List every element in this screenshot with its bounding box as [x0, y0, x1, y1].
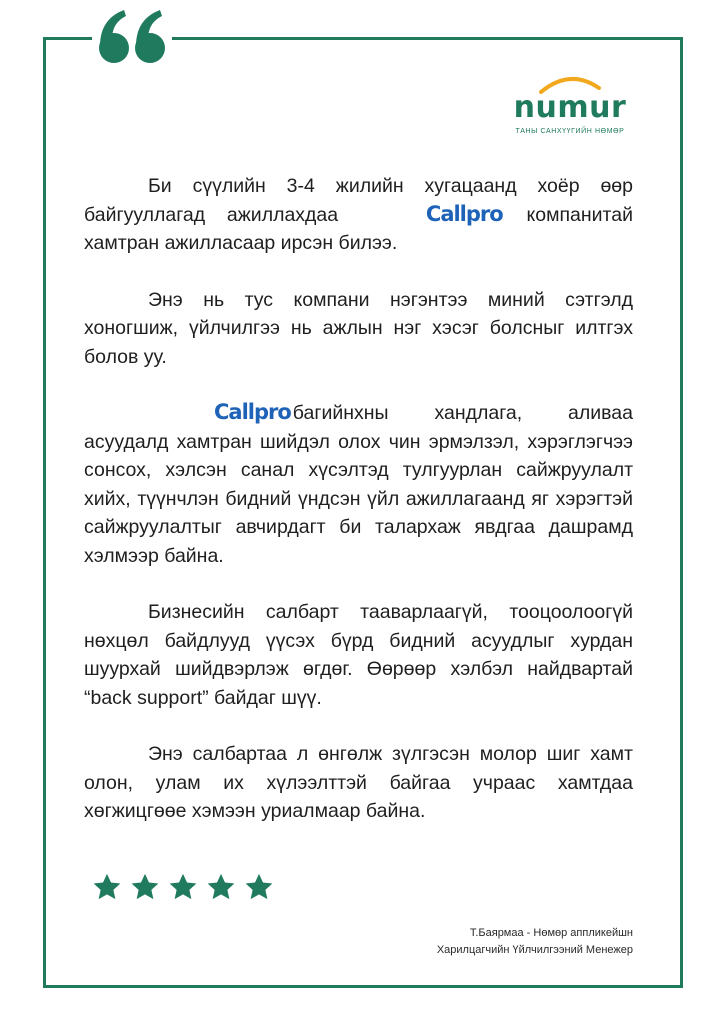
paragraph-2: Энэ нь тус компани нэгэнтээ миний сэтгэлд хоногшиж, үйлчилгээ нь ажлын нэг хэсэг болсныг илтгэх болов уу.: [84, 288, 633, 368]
testimonial-body: [84, 172, 633, 854]
star-rating: [92, 872, 274, 904]
signature-title: Харилцагчийн Үйлчилгээний Менежер: [436, 944, 633, 956]
logo-wordmark: numur: [513, 90, 627, 125]
star-icon: [130, 872, 160, 902]
star-icon: [168, 872, 198, 902]
callpro-brand-logo: Callpro: [214, 400, 291, 424]
star-icon: [244, 872, 274, 902]
numur-logo: [500, 72, 640, 142]
callpro-brand-logo: Callpro: [425, 201, 503, 226]
star-icon: [92, 872, 122, 902]
star-icon: [206, 872, 236, 902]
logo-tagline: ТАНЫ САНХҮҮГИЙН НӨМӨР: [515, 128, 625, 135]
paragraph-5: Энэ салбартаа л өнгөлж зүлгэсэн молор шиг хамт олон, улам их хүлээлттэй байгаа учраас хамтдаа хөгжицгөөе хэмээн уриалмаар байна.: [84, 743, 633, 822]
signature-block: [437, 925, 633, 959]
paragraph-3: Callpro багийнхны хандлага, аливаа асуудалд хамтран шийдэл олох чин эрмэлзэл, хэрэглэгчээ сонсох, хэлсэн санал хүсэлтэд тулгуурлан сайжруулалт хийх, түүнчлэн бидний үндсэн үйл ажиллагаанд яг хэрэгтэй сайжруулалтыг авчирдагт би талархаж явдгаа дашрамд хэлмээр байна.: [84, 400, 633, 567]
paragraph-1: Би сүүлийн 3-4 жилийн хугацаанд хоёр өөр байгууллагад ажиллахдаа Callpro компанитай хамтран ажилласаар ирсэн билээ.: [84, 175, 634, 254]
paragraph-4: Бизнесийн салбарт тааварлаагүй, тооцоолоогүй нөхцөл байдлууд үүсэх бүрд бидний асуудлыг хурдан шуурхай шийдвэрлэж өгдөг. Өөрөөр хэлбэл найдвартай “back support” байдаг шүү.: [84, 601, 633, 709]
quote-mark-icon: [92, 0, 172, 78]
signature-name: Т.Баярмаа - Нөмөр аппликейшн: [469, 927, 633, 939]
